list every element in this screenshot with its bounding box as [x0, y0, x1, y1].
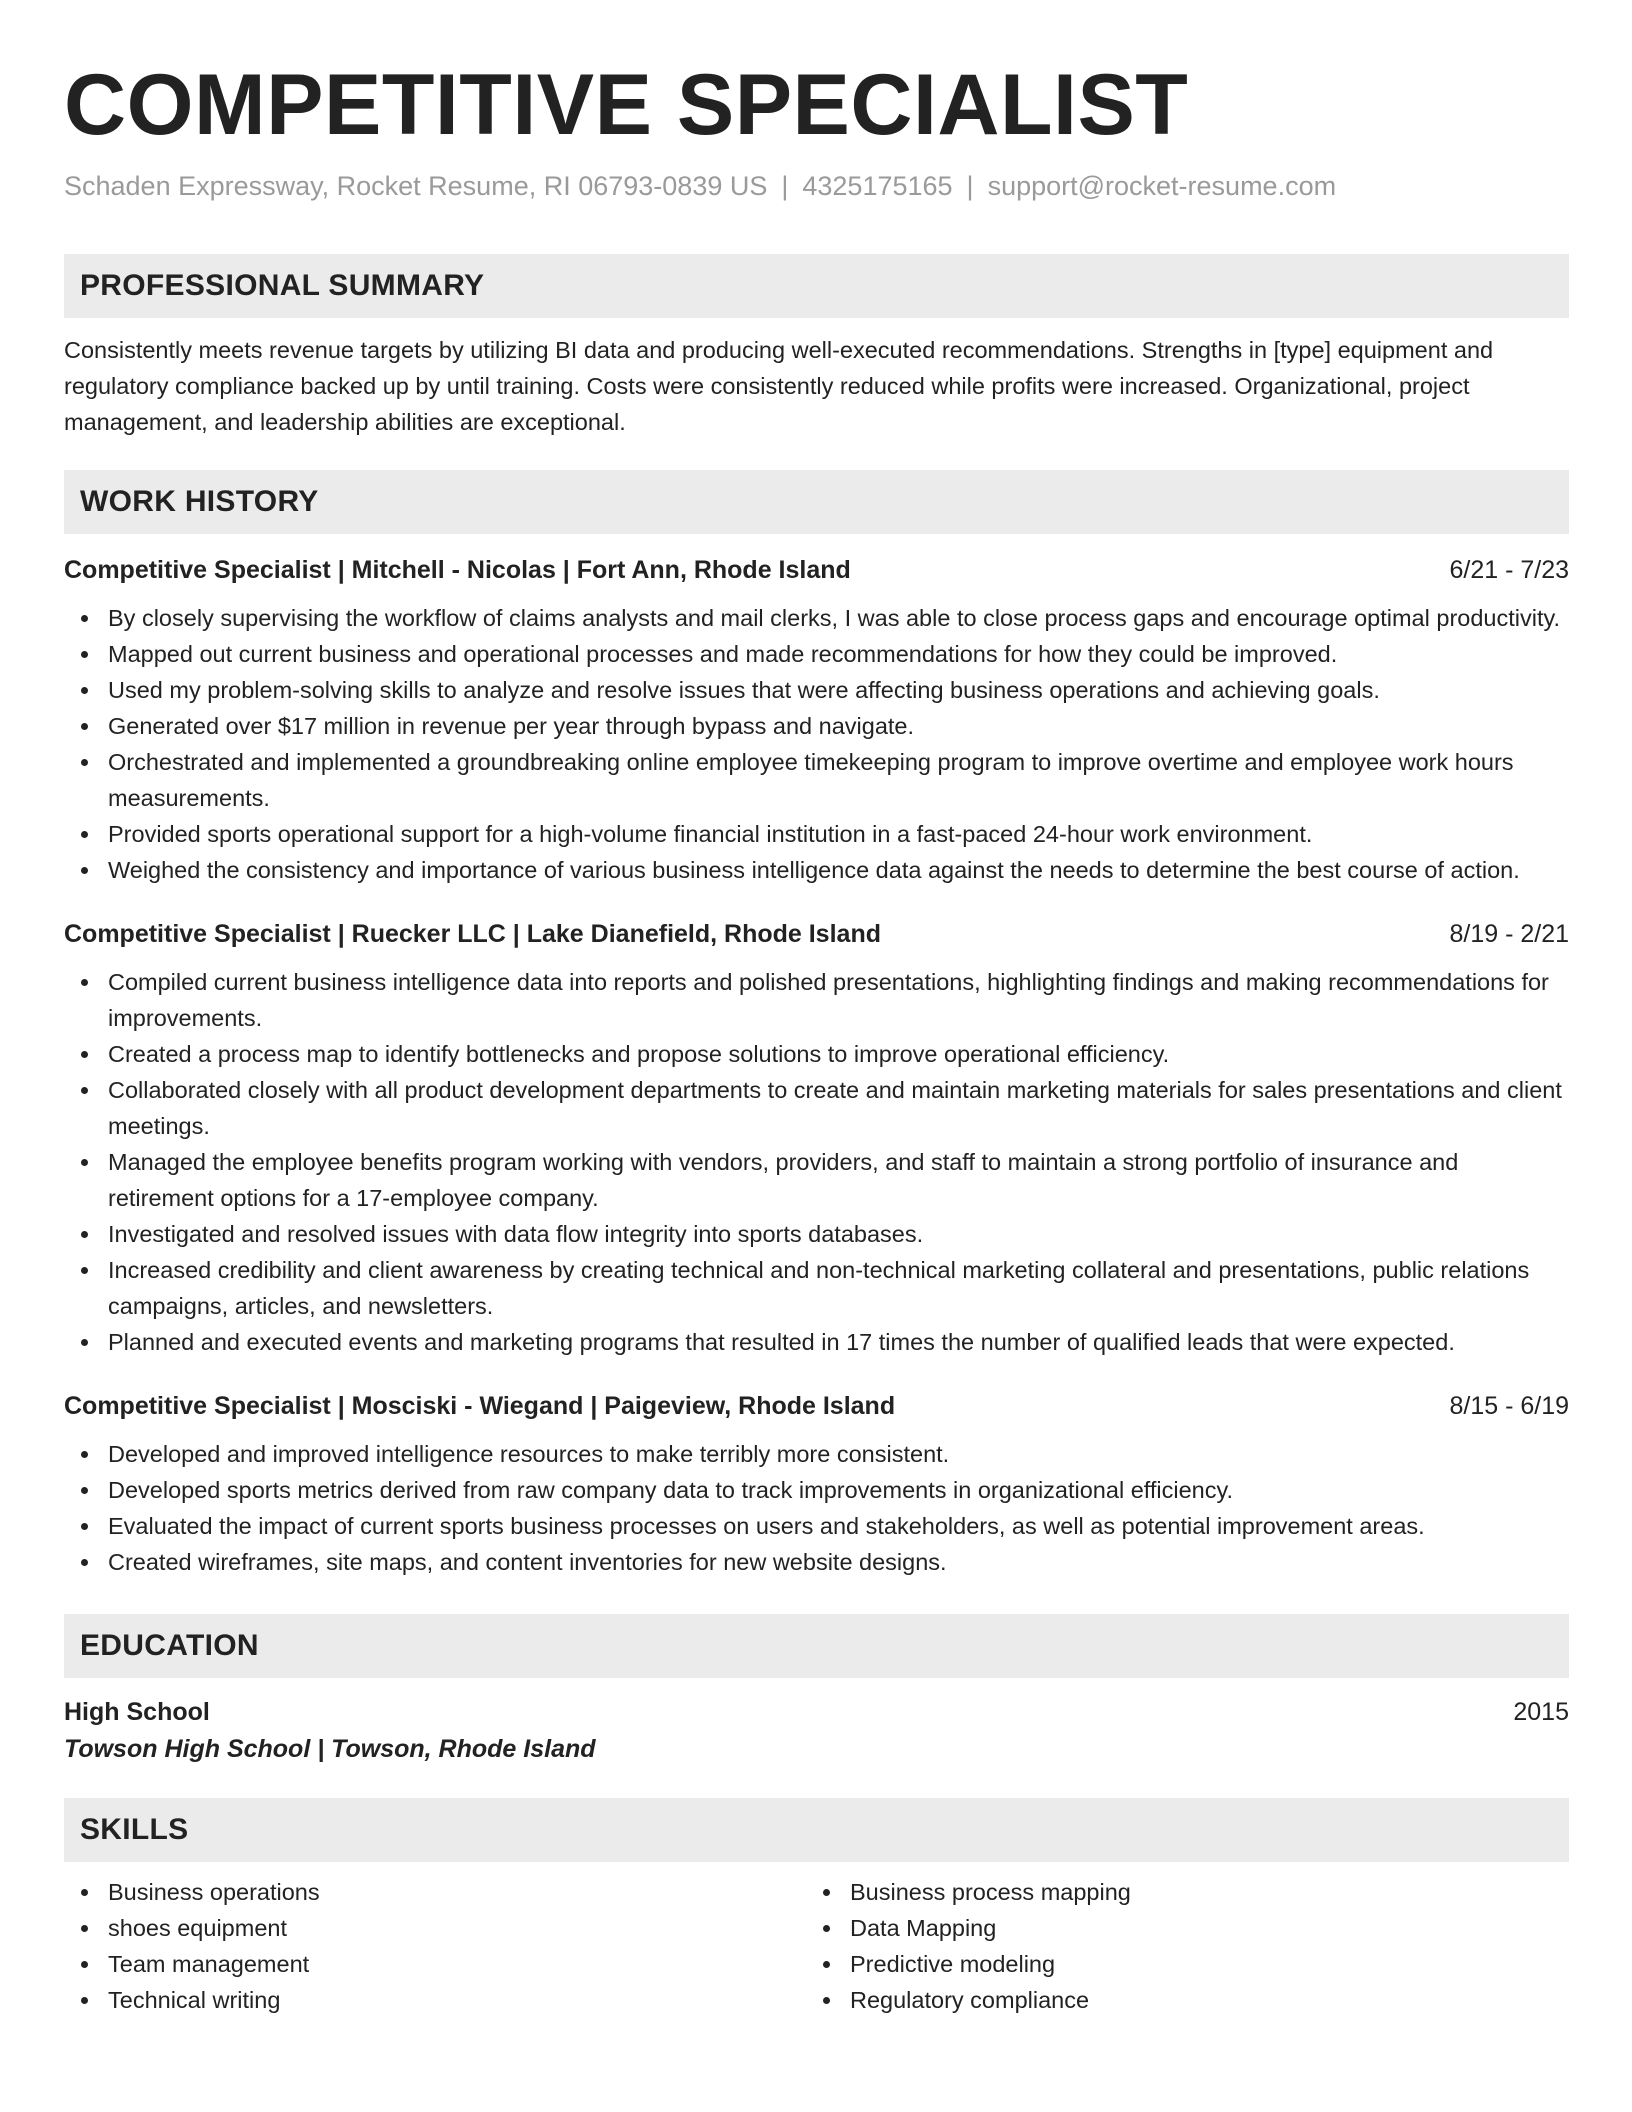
job-bullet: Developed and improved intelligence resources to make terribly more consistent.: [108, 1436, 1569, 1472]
skills-column-left: [64, 1874, 806, 2018]
skill-item: Regulatory compliance: [850, 1982, 1548, 2018]
job-header: [64, 552, 1569, 588]
job-header: [64, 916, 1569, 952]
job-bullet: Compiled current business intelligence data into reports and polished presentations, highlighting findings and making recommendations for improvements.: [108, 964, 1569, 1036]
contact-separator: |: [966, 171, 974, 201]
job-bullet: Investigated and resolved issues with data flow integrity into sports databases.: [108, 1216, 1569, 1252]
job-bullet: Planned and executed events and marketing programs that resulted in 17 times the number of qualified leads that were expected.: [108, 1324, 1569, 1360]
skill-item: Team management: [108, 1946, 806, 1982]
skill-item: Predictive modeling: [850, 1946, 1548, 1982]
job-dates: 8/15 - 6/19: [1449, 1392, 1569, 1420]
job-bullet: Increased credibility and client awareness by creating technical and non-technical marketing collateral and presentations, public relations campaigns, articles, and newsletters.: [108, 1252, 1569, 1324]
job-bullet: Managed the employee benefits program working with vendors, providers, and staff to maintain a strong portfolio of insurance and retirement options for a 17-employee company.: [108, 1144, 1569, 1216]
education-year: 2015: [1513, 1698, 1569, 1726]
job-bullets: [64, 600, 1569, 888]
skill-item: Technical writing: [108, 1982, 806, 2018]
section-heading-work-history: WORK HISTORY: [64, 470, 1569, 534]
job-bullet: Mapped out current business and operational processes and made recommendations for how they could be improved.: [108, 636, 1569, 672]
contact-phone: 4325175165: [802, 171, 953, 201]
skills-grid: [64, 1874, 1569, 2018]
job-bullet: Used my problem-solving skills to analyze and resolve issues that were affecting business operations and achieving goals.: [108, 672, 1569, 708]
job-dates: 6/21 - 7/23: [1449, 556, 1569, 584]
skill-item: shoes equipment: [108, 1910, 806, 1946]
job-bullet: By closely supervising the workflow of claims analysts and mail clerks, I was able to close process gaps and encourage optimal productivity.: [108, 600, 1569, 636]
job-bullet: Evaluated the impact of current sports business processes on users and stakeholders, as well as potential improvement areas.: [108, 1508, 1569, 1544]
job-bullets: [64, 1436, 1569, 1580]
job-title: Competitive Specialist | Mitchell - Nicolas | Fort Ann, Rhode Island: [64, 556, 851, 584]
job-bullet: Created a process map to identify bottlenecks and propose solutions to improve operational efficiency.: [108, 1036, 1569, 1072]
job-title: Competitive Specialist | Ruecker LLC | Lake Dianefield, Rhode Island: [64, 920, 881, 948]
job-entry: [64, 552, 1569, 888]
job-entry: [64, 916, 1569, 1360]
job-bullet: Weighed the consistency and importance of various business intelligence data against the needs to determine the best course of action.: [108, 852, 1569, 888]
skill-item: Data Mapping: [850, 1910, 1548, 1946]
education-header: [64, 1694, 1569, 1730]
job-bullet: Collaborated closely with all product development departments to create and maintain marketing materials for sales presentations and client meetings.: [108, 1072, 1569, 1144]
job-dates: 8/19 - 2/21: [1449, 920, 1569, 948]
job-title: Competitive Specialist | Mosciski - Wiegand | Paigeview, Rhode Island: [64, 1392, 896, 1420]
job-bullet: Developed sports metrics derived from raw company data to track improvements in organizational efficiency.: [108, 1472, 1569, 1508]
skill-item: Business process mapping: [850, 1874, 1548, 1910]
summary-text: Consistently meets revenue targets by utilizing BI data and producing well-executed recommendations. Strengths in [type] equipment and regulatory compliance backed up by until training. Costs were consistently reduced while profits were increased. Organizational, project management, and leadership abilities are exceptional.: [64, 337, 1494, 435]
skill-item: Business operations: [108, 1874, 806, 1910]
job-bullets: [64, 964, 1569, 1360]
job-entry: [64, 1388, 1569, 1580]
contact-line: [64, 168, 1569, 204]
section-heading-summary: PROFESSIONAL SUMMARY: [64, 254, 1569, 318]
skills-column-right: [806, 1874, 1548, 2018]
job-bullet: Orchestrated and implemented a groundbreaking online employee timekeeping program to improve overtime and employee work hours measurements.: [108, 744, 1569, 816]
contact-address: Schaden Expressway, Rocket Resume, RI 06793-0839 US: [64, 171, 768, 201]
section-heading-skills: SKILLS: [64, 1798, 1569, 1862]
contact-separator: |: [781, 171, 789, 201]
section-heading-education: EDUCATION: [64, 1614, 1569, 1678]
job-bullet: Generated over $17 million in revenue per year through bypass and navigate.: [108, 708, 1569, 744]
job-bullet: Provided sports operational support for a high-volume financial institution in a fast-paced 24-hour work environment.: [108, 816, 1569, 852]
job-bullet: Created wireframes, site maps, and content inventories for new website designs.: [108, 1544, 1569, 1580]
contact-email[interactable]: support@rocket-resume.com: [987, 171, 1337, 201]
candidate-name: COMPETITIVE SPECIALIST: [64, 57, 1189, 153]
skills-list: [64, 1874, 806, 2018]
job-header: [64, 1388, 1569, 1424]
education-school: Towson High School | Towson, Rhode Island: [64, 1735, 596, 1763]
skills-list: [806, 1874, 1548, 2018]
education-degree: High School: [64, 1698, 210, 1726]
